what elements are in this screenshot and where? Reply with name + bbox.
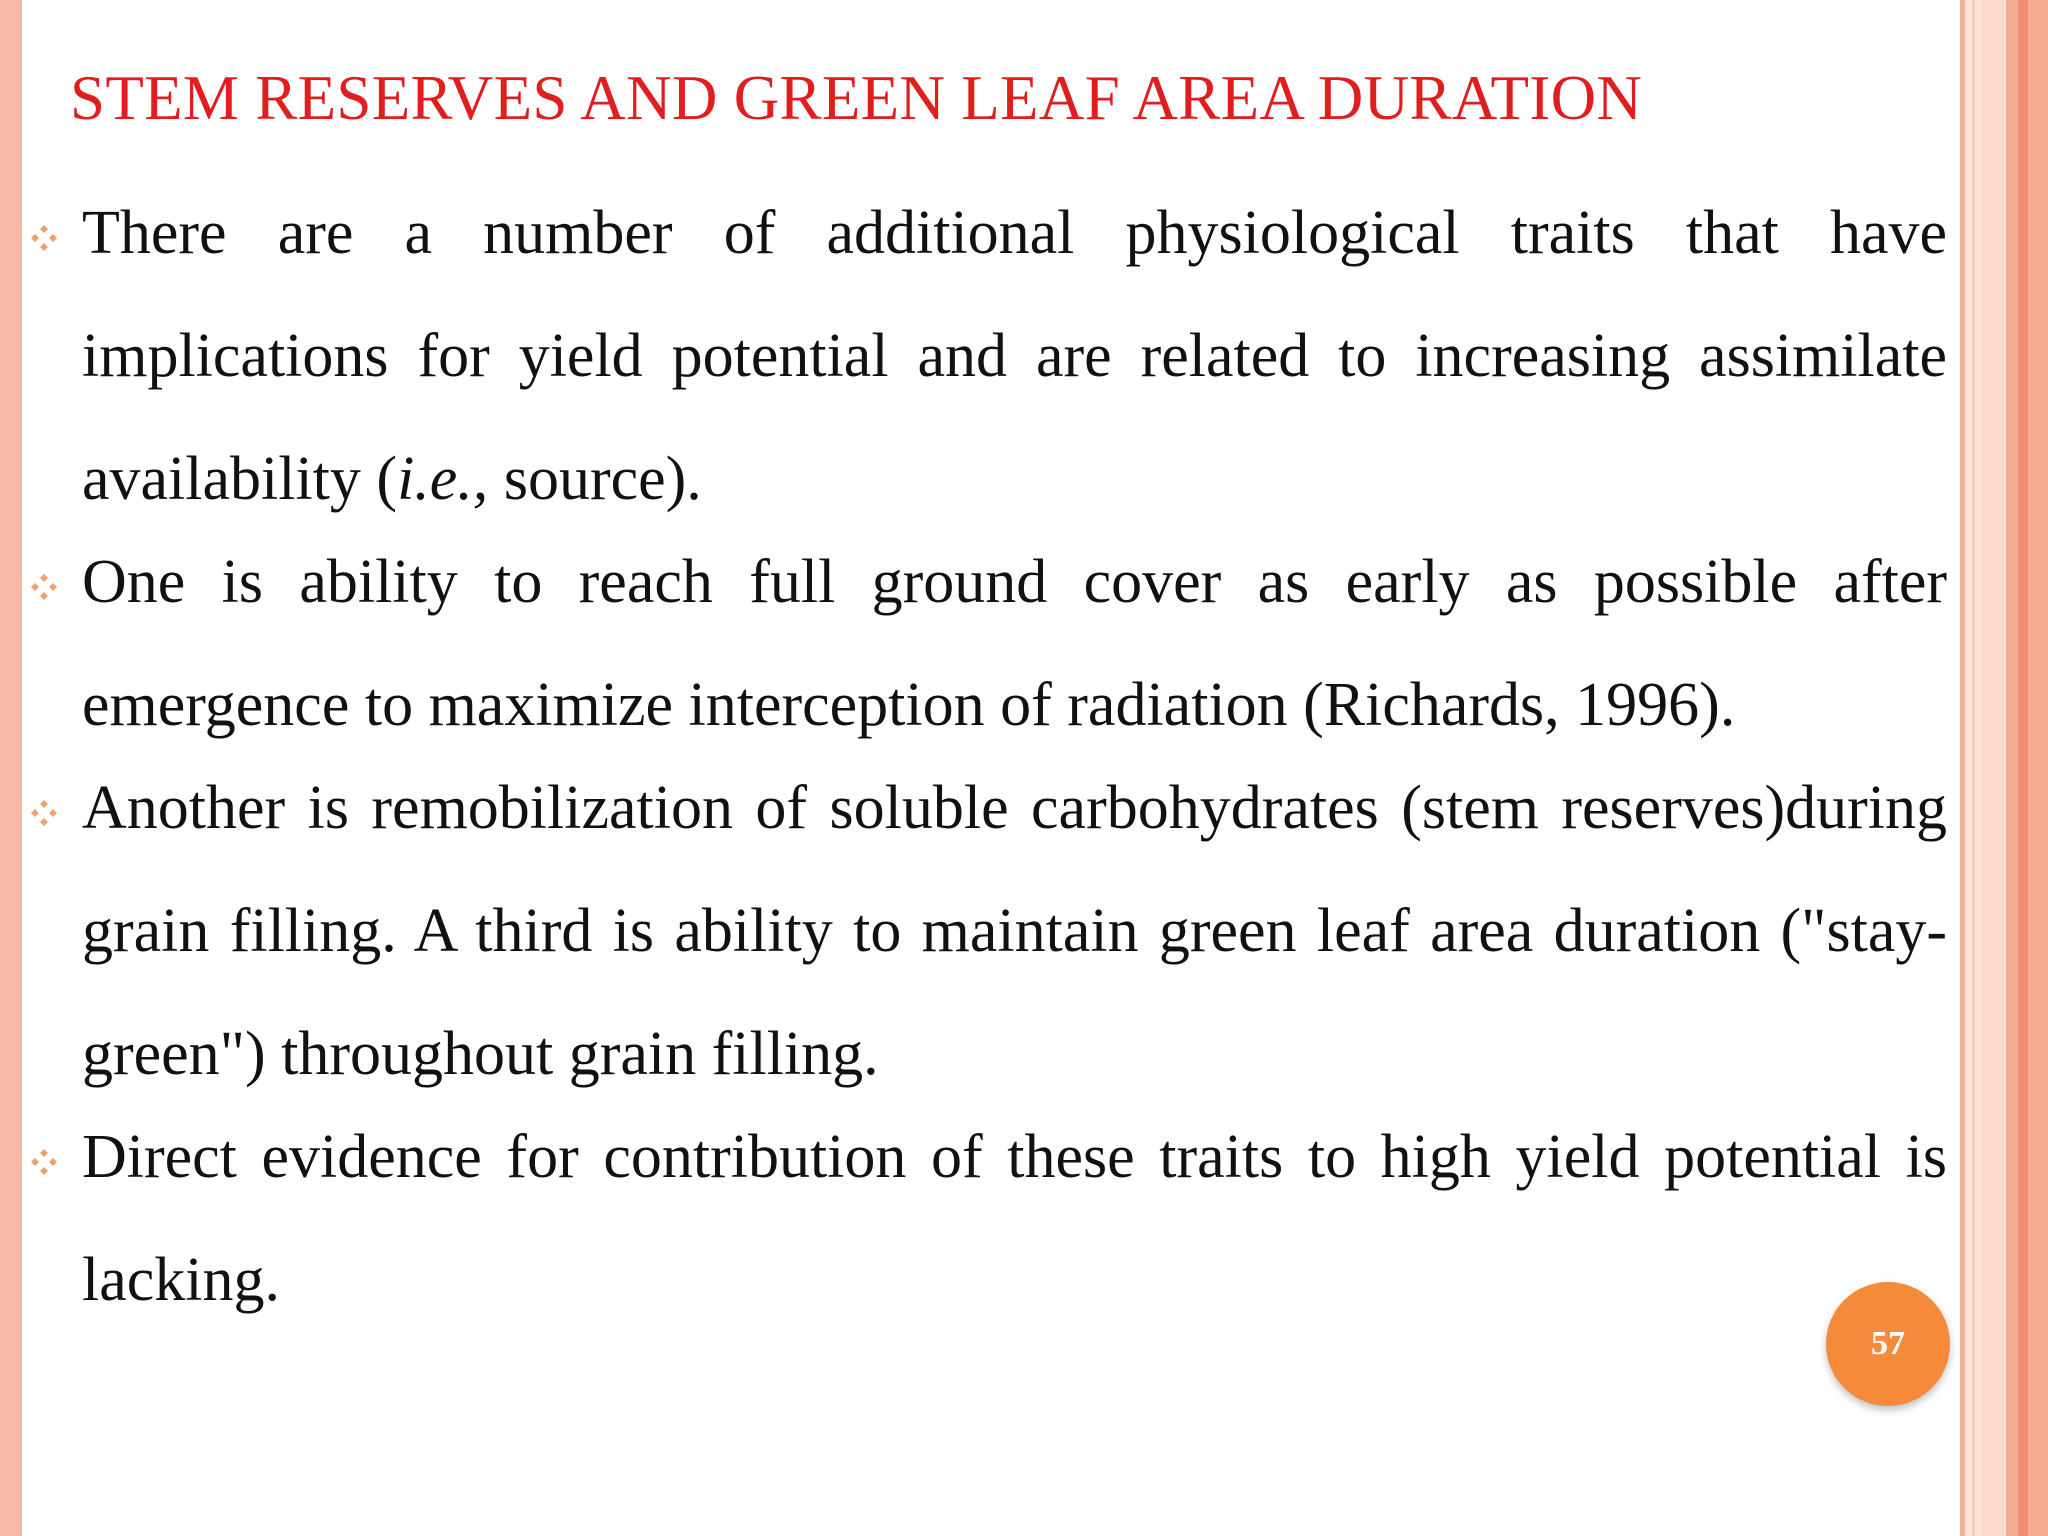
four-diamond-bullet-icon: [30, 1148, 58, 1176]
four-diamond-bullet-icon: [30, 573, 58, 601]
four-diamond-bullet-icon: [30, 799, 58, 827]
bullet-text: There are a number of additional physiological traits that have implications for yield potential and are related to increasing assimilate availability (i.e., source).: [82, 199, 1947, 513]
right-decor-line: [1960, 0, 1965, 1536]
bullet-item: [22, 1124, 1947, 1342]
four-diamond-bullet-icon: [30, 224, 58, 252]
bullet-list: [22, 200, 1947, 1352]
right-decor-strip: [1982, 0, 2004, 1536]
slide-title: STEM RESERVES AND GREEN LEAF AREA DURATION: [70, 63, 1643, 133]
page-number-badge: 57: [1826, 1282, 1950, 1406]
right-decor-line: [1972, 0, 1975, 1536]
bullet-item: [22, 775, 1947, 1116]
bullet-item: [22, 549, 1947, 767]
left-decor-stripe: [0, 0, 22, 1536]
bullet-item: [22, 200, 1947, 541]
right-decor-edge: [2018, 0, 2028, 1536]
bullet-text: Direct evidence for contribution of these traits to high yield potential is lacking.: [82, 1123, 1947, 1314]
bullet-text: One is ability to reach full ground cover as early as possible after emergence to maximize interception of radiation (Richards, 1996).: [82, 548, 1947, 739]
bullet-text: Another is remobilization of soluble carbohydrates (stem reserves)during grain filling. A third is ability to maintain green leaf area duration ("stay-green") throughout grain filling.: [82, 774, 1947, 1088]
